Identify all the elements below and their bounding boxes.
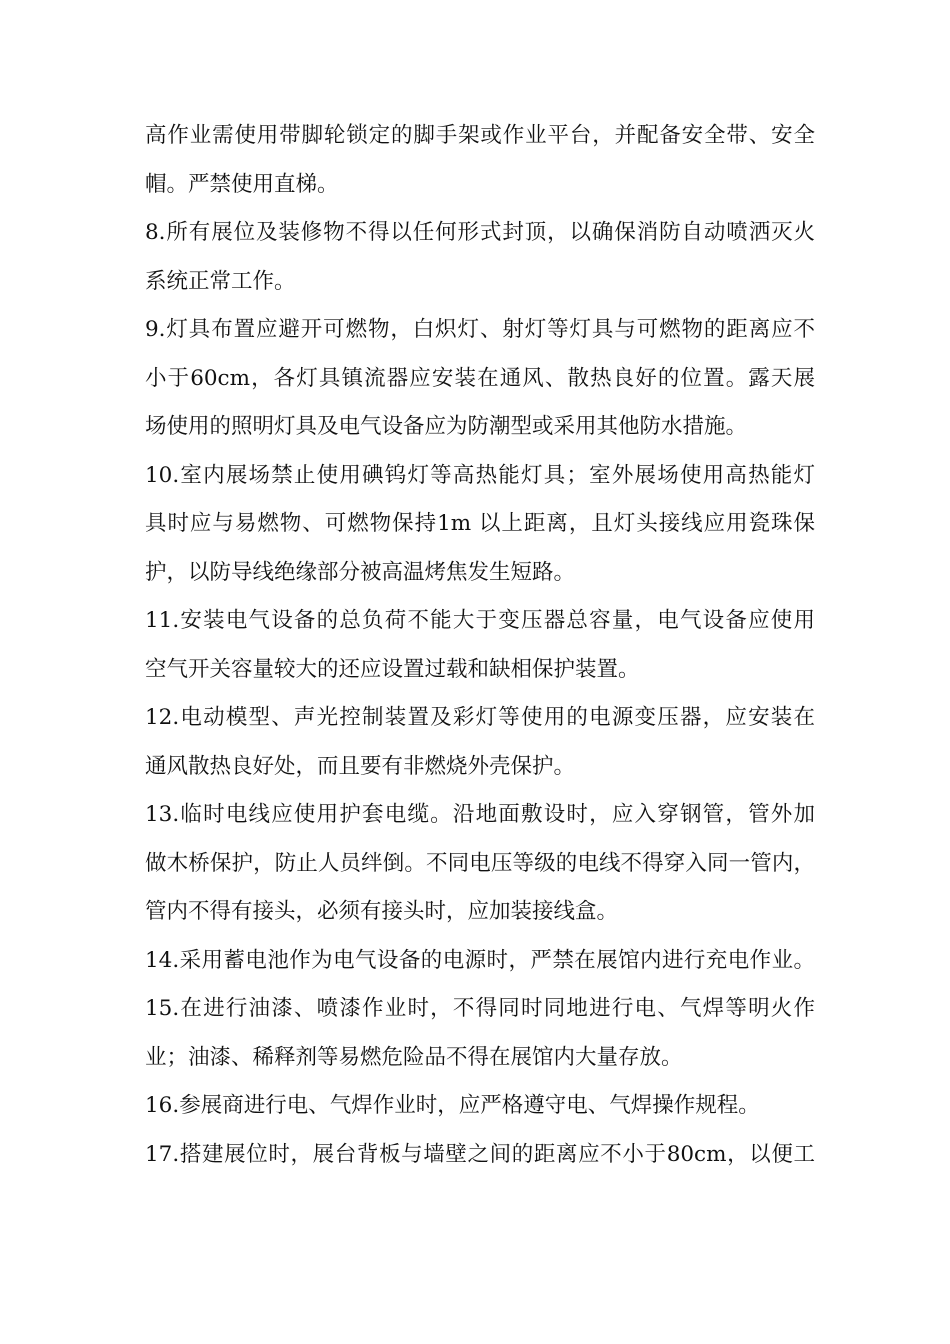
text-line: 16.参展商进行电、气焊作业时，应严格遵守电、气焊操作规程。 xyxy=(145,1093,760,1118)
text-line: 17.搭建展位时，展台背板与墙壁之间的距离应不小于80cm，以便工 xyxy=(145,1141,815,1167)
text-line: 小于60cm，各灯具镇流器应安装在通风、散热良好的位置。露天展 xyxy=(145,365,815,391)
text-line: 12.电动模型、声光控制装置及彩灯等使用的电源变压器，应安装在 xyxy=(145,705,815,730)
text-line: 业；油漆、稀释剂等易燃危险品不得在展馆内大量存放。 xyxy=(145,1044,683,1070)
text-line: 通风散热良好处，而且要有非燃烧外壳保护。 xyxy=(145,753,576,779)
text-line: 13.临时电线应使用护套电缆。沿地面敷设时，应入穿钢管，管外加 xyxy=(145,802,815,827)
text-line: 15.在进行油漆、喷漆作业时，不得同时同地进行电、气焊等明火作 xyxy=(145,996,815,1021)
text-line: 8.所有展位及装修物不得以任何形式封顶，以确保消防自动喷洒灭火 xyxy=(145,220,815,245)
text-line: 11.安装电气设备的总负荷不能大于变压器总容量，电气设备应使用 xyxy=(145,608,815,633)
text-line: 14.采用蓄电池作为电气设备的电源时，严禁在展馆内进行充电作业。 xyxy=(145,947,815,973)
text-line: 空气开关容量较大的还应设置过载和缺相保护装置。 xyxy=(145,656,640,682)
text-line: 护，以防导线绝缘部分被高温烤焦发生短路。 xyxy=(145,559,576,585)
text-line: 管内不得有接头，必须有接头时，应加装接线盒。 xyxy=(145,899,619,924)
text-line: 高作业需使用带脚轮锁定的脚手架或作业平台，并配备安全带、安全 xyxy=(145,123,815,148)
text-line: 9.灯具布置应避开可燃物，白炽灯、射灯等灯具与可燃物的距离应不 xyxy=(145,317,815,342)
text-line: 做木桥保护，防止人员绊倒。不同电压等级的电线不得穿入同一管内， xyxy=(145,850,815,876)
text-line: 系统正常工作。 xyxy=(145,268,296,294)
text-line: 帽。严禁使用直梯。 xyxy=(145,171,339,197)
text-line: 场使用的照明灯具及电气设备应为防潮型或采用其他防水措施。 xyxy=(145,414,748,439)
document-body xyxy=(145,112,815,1179)
text-line: 具时应与易燃物、可燃物保持1m 以上距离，且灯头接线应用瓷珠保 xyxy=(145,511,815,536)
text-line: 10.室内展场禁止使用碘钨灯等高热能灯具；室外展场使用高热能灯 xyxy=(145,462,815,488)
